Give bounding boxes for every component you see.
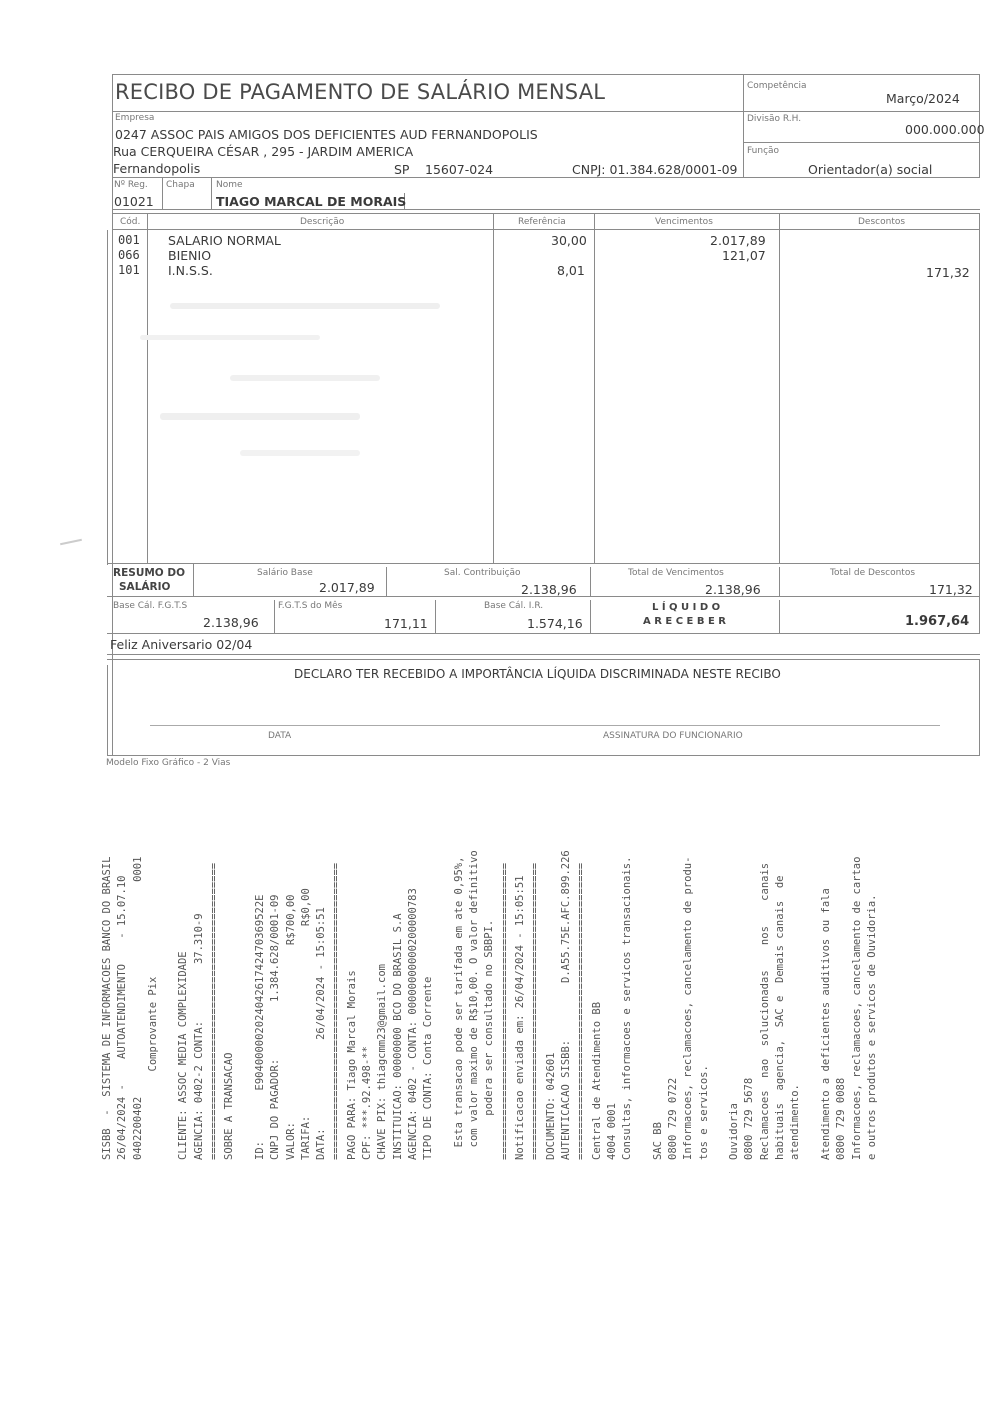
table-row-descricao: I.N.S.S.: [168, 263, 213, 278]
pix-receipt-line: CNPJ DO PAGADOR: 1.384.628/0001-09: [269, 894, 282, 1160]
empresa-cep: 15607-024: [425, 162, 494, 177]
total-descontos-label: Total de Descontos: [830, 568, 916, 578]
document-title: RECIBO DE PAGAMENTO DE SALÁRIO MENSAL: [115, 80, 606, 104]
ghost-print-smudge: [120, 295, 450, 465]
pix-receipt-line: Consultas, informacoes e servicos transacionais.: [621, 856, 634, 1160]
pix-receipt-line: e outros produtos e servicos de Ouvidoria.: [865, 894, 878, 1160]
declaracao-text: DECLARO TER RECEBIDO A IMPORTÂNCIA LÍQUIDA DISCRIMINADA NESTE RECIBO: [294, 667, 781, 681]
data-label: DATA: [268, 731, 292, 741]
pix-receipt-line: Informacoes, reclamacoes, cancelamento de produ-: [682, 856, 695, 1160]
pix-receipt-line: CLIENTE: ASSOC MEDIA COMPLEXIDADE: [177, 951, 190, 1160]
employee-name: TIAGO MARCAL DE MORAIS: [216, 194, 407, 209]
margin-mark: [60, 539, 82, 546]
empresa-label: Empresa: [115, 113, 155, 123]
empresa-value: 0247 ASSOC PAIS AMIGOS DOS DEFICIENTES AUD FERNANDOPOLIS: [115, 127, 538, 142]
empresa-cnpj: CNPJ: 01.384.628/0001-09: [572, 162, 738, 177]
sal-contribuicao-label: Sal. Contribuição: [444, 568, 521, 578]
liquido-label: L Í Q U I D O: [652, 602, 721, 613]
pix-receipt-line: [161, 850, 176, 1160]
pix-receipt-line: atendimento.: [789, 1084, 802, 1160]
pix-receipt-line: Esta transacao pode ser tarifada em ate 0,95%,: [452, 856, 465, 1160]
pix-receipt-line: podera ser consultado no SBBPI.: [483, 919, 496, 1160]
base-fgts-value: 2.138,96: [203, 615, 259, 630]
pix-receipt-line: ===============================================: [575, 862, 588, 1160]
resumo-label: SALÁRIO: [119, 581, 171, 593]
salario-base-label: Salário Base: [257, 568, 313, 578]
nreg-value: 01021: [114, 194, 154, 209]
col-header-descricao: Descrição: [300, 217, 345, 227]
pix-receipt-lines: [100, 850, 880, 1160]
col-header-cod: Cód.: [120, 217, 141, 227]
divisao-value: 000.000.000: [905, 122, 985, 137]
pix-receipt-line: PAGO PARA: Tiago Marcal Morais: [345, 970, 358, 1160]
footer-model-note: Modelo Fixo Gráfico - 2 Vias: [106, 758, 231, 766]
pix-receipt-line: 0800 729 0722: [666, 1077, 679, 1160]
liquido-label: A R E C E B E R: [643, 616, 726, 627]
pix-receipt-line: TARIFA: R$0,00: [299, 888, 312, 1160]
pix-receipt-line: 4004 0001: [605, 1103, 618, 1160]
resumo-label: RESUMO DO: [113, 567, 186, 579]
pix-receipt-line: DOCUMENTO: 042601: [544, 1052, 557, 1160]
competencia-label: Competência: [747, 81, 807, 91]
chapa-label: Chapa: [166, 180, 195, 190]
pix-receipt-line: AGENCIA: 0402-2 CONTA: 37.310-9: [192, 913, 205, 1160]
pix-receipt-line: TIPO DE CONTA: Conta Corrente: [422, 976, 435, 1160]
pix-receipt-line: CHAVE PIX: thiagcmm23@gmail.com: [376, 964, 389, 1160]
empresa-endereco: Rua CERQUEIRA CÉSAR , 295 - JARDIM AMERICA: [113, 144, 414, 159]
salario-base-value: 2.017,89: [319, 580, 375, 595]
pix-receipt-line: tos e servicos.: [697, 1065, 710, 1160]
pix-receipt-line: [804, 850, 819, 1160]
pix-receipt-line: 0800 729 5678: [743, 1077, 756, 1160]
fgts-mes-label: F.G.T.S do Mês: [278, 601, 343, 611]
pix-receipt-line: SOBRE A TRANSACAO: [223, 1052, 236, 1160]
pix-receipt-line: INSTITUICAO: 00000000 BCO DO BRASIL S.A: [391, 913, 404, 1160]
table-row-vencimentos: 121,07: [722, 248, 766, 263]
pix-receipt: [100, 780, 878, 1160]
pix-receipt-line: 0800 729 0088: [835, 1077, 848, 1160]
pix-receipt-line: Central de Atendimento BB: [590, 1001, 603, 1160]
pix-receipt-line: ===============================================: [208, 862, 221, 1160]
pix-receipt-line: DATA: 26/04/2024 - 15:05:51: [315, 907, 328, 1160]
total-vencimentos-value: 2.138,96: [705, 582, 761, 597]
pix-receipt-line: ===============================================: [498, 862, 511, 1160]
table-row-cod: 066: [118, 248, 140, 262]
pix-receipt-line: habituais agencia, SAC e Demais canais de: [774, 875, 787, 1160]
pix-receipt-line: ===============================================: [529, 862, 542, 1160]
assinatura-label: ASSINATURA DO FUNCIONARIO: [603, 731, 743, 741]
table-row-descontos: 171,32: [926, 265, 970, 280]
col-header-vencimentos: Vencimentos: [655, 217, 713, 227]
divisao-label: Divisão R.H.: [747, 114, 802, 124]
pix-receipt-line: VALOR: R$700,00: [284, 894, 297, 1160]
pix-receipt-line: Reclamacoes nao solucionadas nos canais: [758, 862, 771, 1160]
pix-receipt-line: [238, 850, 253, 1160]
pix-receipt-line: [712, 850, 727, 1160]
pix-receipt-line: ID: E90400000202404261742470369522E: [253, 894, 266, 1160]
pix-receipt-line: [437, 850, 452, 1160]
fgts-mes-value: 171,11: [384, 616, 428, 631]
total-descontos-value: 171,32: [929, 582, 973, 597]
base-ir-value: 1.574,16: [527, 616, 583, 631]
pix-receipt-line: Informacoes, reclamacoes, cancelamento de cartao: [850, 856, 863, 1160]
pix-receipt-line: SAC BB: [651, 1122, 664, 1160]
nreg-label: Nº Reg.: [114, 180, 148, 190]
funcao-label: Função: [747, 146, 780, 156]
table-row-cod: 001: [118, 233, 140, 247]
pix-receipt-line: CPF: ***.92.498-**: [361, 1046, 374, 1160]
pix-receipt-line: Atendimento a deficientes auditivos ou fala: [819, 888, 832, 1160]
funcao-value: Orientador(a) social: [808, 162, 933, 177]
base-fgts-label: Base Cál. F.G.T.S: [113, 601, 188, 611]
liquido-value: 1.967,64: [905, 614, 970, 629]
competencia-value: Março/2024: [886, 91, 960, 106]
pix-receipt-line: Ouvidoria: [728, 1103, 741, 1160]
mensagem-aniversario: Feliz Aniversario 02/04: [110, 637, 253, 652]
pix-receipt-line: ===============================================: [330, 862, 343, 1160]
table-row-cod: 101: [118, 263, 140, 277]
pix-receipt-line: 26/04/2024 - AUTOATENDIMENTO - 15.07.10: [116, 875, 129, 1160]
col-header-descontos: Descontos: [858, 217, 906, 227]
base-ir-label: Base Cál. I.R.: [484, 601, 544, 611]
empresa-cidade: Fernandopolis: [113, 161, 201, 176]
table-row-descricao: SALARIO NORMAL: [168, 233, 281, 248]
pix-receipt-line: Notificacao enviada em: 26/04/2024 - 15:05:51: [514, 875, 527, 1160]
pix-receipt-line: AUTENTICACAO SISBB: D.A55.75E.AFC.899.226: [559, 850, 572, 1160]
table-row-referencia: 8,01: [557, 263, 585, 278]
table-row-referencia: 30,00: [551, 233, 587, 248]
pix-receipt-line: SISBB - SISTEMA DE INFORMACOES BANCO DO BRASIL: [101, 856, 113, 1160]
pix-receipt-line: [635, 850, 650, 1160]
total-vencimentos-label: Total de Vencimentos: [628, 568, 724, 578]
nome-label: Nome: [216, 180, 243, 190]
col-header-referencia: Referência: [518, 217, 566, 227]
pix-receipt-line: AGENCIA: 0402 - CONTA: 00000000000200000783: [406, 888, 419, 1160]
pix-receipt-line: com valor maximo de R$10,00. O valor definitivo: [468, 850, 481, 1160]
pix-receipt-line: 0402200402 0001: [131, 856, 144, 1160]
pix-receipt-line: Comprovante Pix: [146, 976, 159, 1160]
empresa-uf: SP: [394, 162, 410, 177]
table-row-vencimentos: 2.017,89: [710, 233, 766, 248]
table-row-descricao: BIENIO: [168, 248, 212, 263]
sal-contribuicao-value: 2.138,96: [521, 582, 577, 597]
